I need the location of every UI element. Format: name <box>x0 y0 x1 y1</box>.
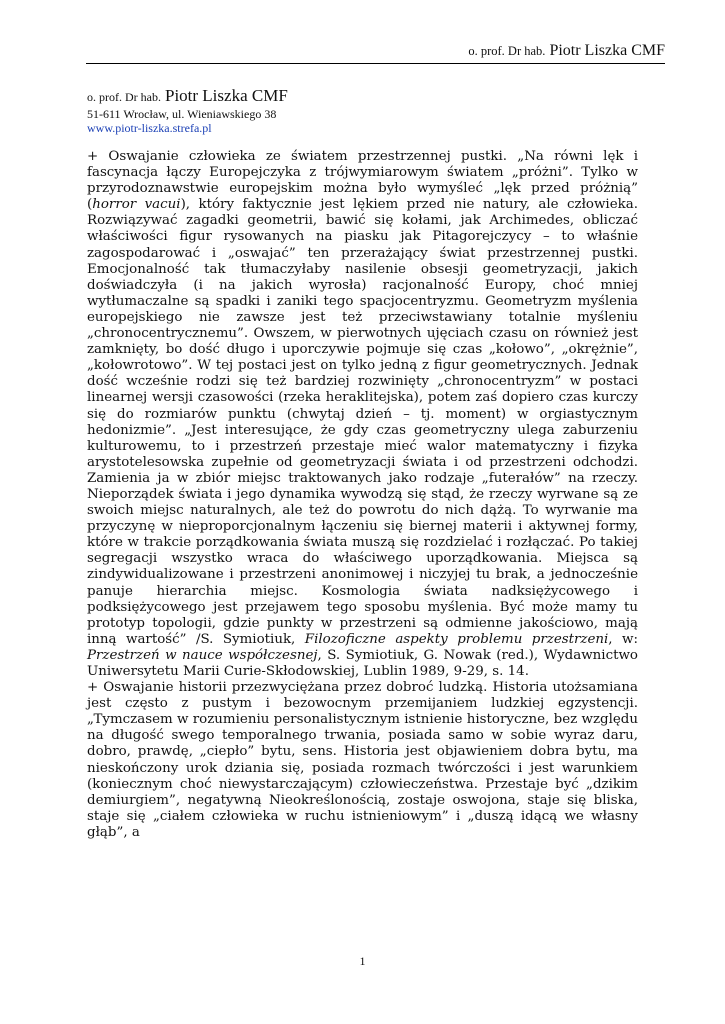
body-paragraph <box>87 149 638 680</box>
author-line <box>87 86 288 107</box>
author-name: Piotr Liszka CMF <box>164 86 288 105</box>
author-address: 51-611 Wrocław, ul. Wieniawskiego 38 <box>87 106 277 121</box>
text-run: , w: <box>608 631 638 647</box>
body-paragraph <box>87 680 638 841</box>
page-number: 1 <box>359 954 366 968</box>
author-block <box>87 86 288 136</box>
running-header <box>468 42 665 60</box>
italic-title-run: horror vacui <box>92 197 181 213</box>
text-run: + Oswajanie człowieka ze światem przestrzennej pustki. „Na równi lęk i fascynacja łączy Europejczyka z trójwymiarowym światem „próżni”. Tylko w przyrodoznawstwie europejskim można było wymyśleć „lęk przed próżnią” ( <box>87 149 638 213</box>
running-header-prefix: o. prof. Dr hab. <box>468 44 546 58</box>
text-run: , S. Symiotiuk, G. Nowak (red.), Wydawnictwo Uniwersytetu Marii Curie-Skłodowskiej, Lublin 1989, 9-29, s. 14. <box>87 647 638 679</box>
running-header-name: Piotr Liszka CMF <box>549 42 665 59</box>
italic-title-run: Przestrzeń w nauce współczesnej <box>87 647 318 663</box>
author-title: o. prof. Dr hab. <box>87 90 161 104</box>
body-text <box>87 149 638 841</box>
italic-title-run: Filozoficzne aspekty problemu przestrzeni <box>304 631 609 647</box>
author-website-link[interactable]: www.piotr-liszka.strefa.pl <box>87 121 212 136</box>
text-run: + Oswajanie historii przezwyciężana przez dobroć ludzką. Historia utożsamiana jest często z pustym i bezowocnym przemijaniem ludzkiej egzystencji. „Tymczasem w rozumieniu personalistycznym istnienie historyczne, bez względu na długość swego temporalnego trwania, posiada samo w sobie wyraz daru, dobro, prawdę, „ciepło” bytu, sens. Historia jest objawieniem dobra bytu, ma nieskończony urok dziania się, posiada rozmach twórczości i jest warunkiem (koniecznym choć niewystarczającym) człowieczeństwa. Przestaje być „dzikim demiurgiem”, negatywną Nieokreślonością, zostaje oswojona, staje się bliska, staje się „ciałem człowieka w ruchu istnieniowym” i „duszą idącą we własny głąb”, a <box>87 680 638 840</box>
text-run: ), który faktycznie jest lękiem przed nie natury, ale człowieka. Rozwiązywać zagadki geometrii, bawić się kołami, jak Archimedes, obliczać właściwości figur rysowanych na piasku jak Pitagorejczycy – to właśnie zagospodarować i „oswajać” ten przerażający świat przestrzennej pustki. Emocjonalność tak tłumaczyłaby nasilenie obsesji geometryzacji, jakich doświadczyła (i na jakich wyrosła) racjonalność Europy, choć mniej wytłumaczalne są spadki i zaniki tego spacjocentryzmu. Geometryzm myślenia europejskiego nie zawsze jest też przeciwstawiany totalnie myśleniu „chronocentrycznemu”. Owszem, w pierwotnych ujęciach czasu on również jest zamknięty, bo dość długo i uporczywie pojmuje się czas „kołowo”, „okrężnie”, „kołowrotowo”. W tej postaci jest on tylko jedną z figur geometrycznych. Jednak dość wcześnie rodzi się też bardziej rozwinięty „chronocentryzm” w postaci linearnej wersji czasowości (rzeka heraklitejska), potem zaś dopiero czas kurczy się do rozmiarów punktu (chwytaj dzień – tj. moment) w orgiastycznym hedonizmie”. „Jest interesujące, że gdy czas geometryczny ulega zaburzeniu kulturowemu, to i przestrzeń przestaje mieć walor matematyczny i fizyka arystotelesowska zupełnie od geometryzacji świata i od przestrzeni odchodzi. Zamienia ja w zbiór miejsc traktowanych jako rodzaje „futerałów” na rzeczy. Nieporządek świata i jego dynamika wywodzą się stąd, że rzeczy wyrwane są ze swoich miejsc naturalnych, ale też do powrotu do nich dążą. To wyrwanie ma przyczynę w nieproporcjonalnym łączeniu się biernej materii i aktywnej formy, które w trakcie porządkowania świata muszą się rozdzielać i rozłączać. Po takiej segregacji wszystko wraca do właściwego uporządkowania. Miejsca są zindywidualizowane i przestrzeni anonimowej i niczyjej tu brak, a jednocześnie panuje hierarchia miejsc. Kosmologia świata nadksiężycowego i podksiężycowego jest przejawem tego sposobu myślenia. Być może mamy tu prototyp topologii, gdzie punkty w przestrzeni są odmienne jakościowo, mają inną wartość” /S. Symiotiuk, <box>87 197 638 647</box>
header-divider <box>86 63 665 64</box>
